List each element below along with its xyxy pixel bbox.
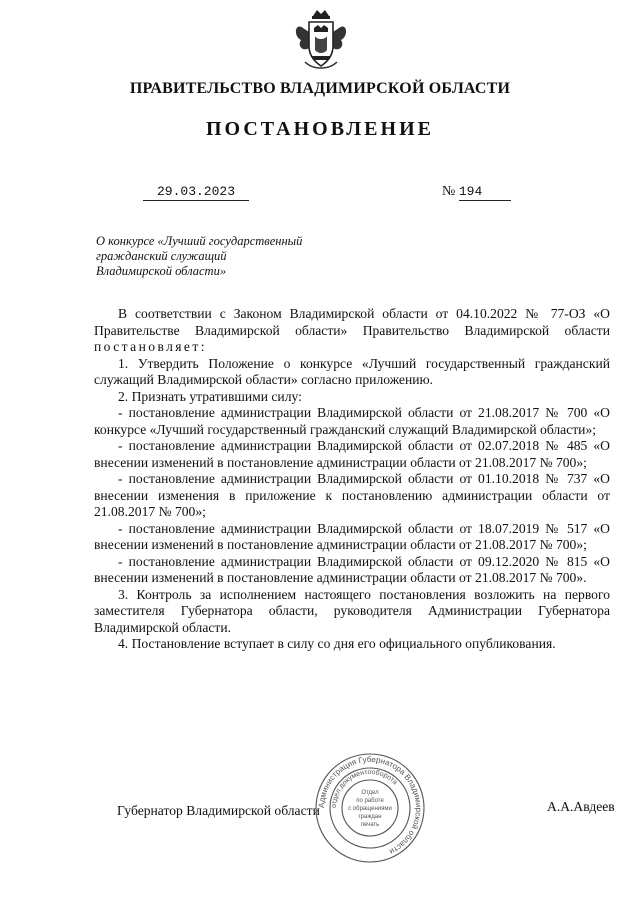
svg-text:Администрация Губернатора Влад: Администрация Губернатора Владимирской области xyxy=(316,754,424,857)
official-stamp xyxy=(314,752,426,864)
resolution-keyword: постановляет: xyxy=(94,339,207,354)
signatory-position: Губернатор Владимирской области xyxy=(117,803,320,818)
preamble-text: В соответствии с Законом Владимирской области от 04.10.2022 № 77-ОЗ «О Правительстве Владимирской области» Правительство Владимирской области xyxy=(94,306,610,338)
document-date: 29.03.2023 xyxy=(143,184,249,201)
subject-line: Владимирской области» xyxy=(96,264,227,278)
signatory-name: А.А.Авдеев xyxy=(547,799,615,814)
clause-3: 3. Контроль за исполнением настоящего постановления возложить на первого заместителя Губернатора области, руководителя Администрации Губернатора Владимирской области. xyxy=(94,586,610,635)
document-subject xyxy=(96,234,356,279)
repealed-item: - постановление администрации Владимирской области от 09.12.2020 № 815 «О внесении изменений в постановление администрации области от 21.08.2017 № 700». xyxy=(94,553,610,585)
svg-text:отдел документооборота: отдел документооборота xyxy=(330,768,399,809)
number-value: 194 xyxy=(459,184,511,201)
subject-line: О конкурсе «Лучший государственный xyxy=(96,234,303,248)
repealed-item: - постановление администрации Владимирской области от 01.10.2018 № 737 «О внесении изменения в приложение к постановлению администрации области от 21.08.2017 № 700»; xyxy=(94,471,610,519)
clause-2: 2. Признать утратившими силу: xyxy=(118,388,302,404)
repealed-item: - постановление администрации Владимирской области от 21.08.2017 № 700 «О конкурсе «Лучший государственный гражданский служащий Владимирской области»; xyxy=(94,405,610,437)
document-type-title: ПОСТАНОВЛЕНИЕ xyxy=(206,118,434,140)
document-number xyxy=(442,184,511,201)
coat-of-arms-emblem xyxy=(291,6,351,72)
organization-name: ПРАВИТЕЛЬСТВО ВЛАДИМИРСКОЙ ОБЛАСТИ xyxy=(129,80,511,97)
svg-text:Отдел: Отдел xyxy=(361,790,379,796)
svg-text:по работе: по работе xyxy=(356,798,384,804)
clause-4: 4. Постановление вступает в силу со дня его официального опубликования. xyxy=(118,636,556,651)
clause-1: 1. Утвердить Положение о конкурсе «Лучший государственный гражданский служащий Владимирской области» согласно приложению. xyxy=(94,355,610,387)
svg-text:печать: печать xyxy=(360,822,380,828)
document-body xyxy=(94,306,610,653)
svg-text:с обращениями: с обращениями xyxy=(348,806,392,812)
number-sign: № xyxy=(442,184,456,199)
repealed-item: - постановление администрации Владимирской области от 18.07.2019 № 517 «О внесении изменений в постановление администрации области от 21.08.2017 № 700»; xyxy=(94,520,610,552)
repealed-item: - постановление администрации Владимирской области от 02.07.2018 № 485 «О внесении изменений в постановление администрации области от 21.08.2017 № 700»; xyxy=(94,438,610,470)
preamble-paragraph xyxy=(94,306,610,356)
svg-text:граждан: граждан xyxy=(358,814,382,820)
subject-line: гражданский служащий xyxy=(96,249,227,263)
